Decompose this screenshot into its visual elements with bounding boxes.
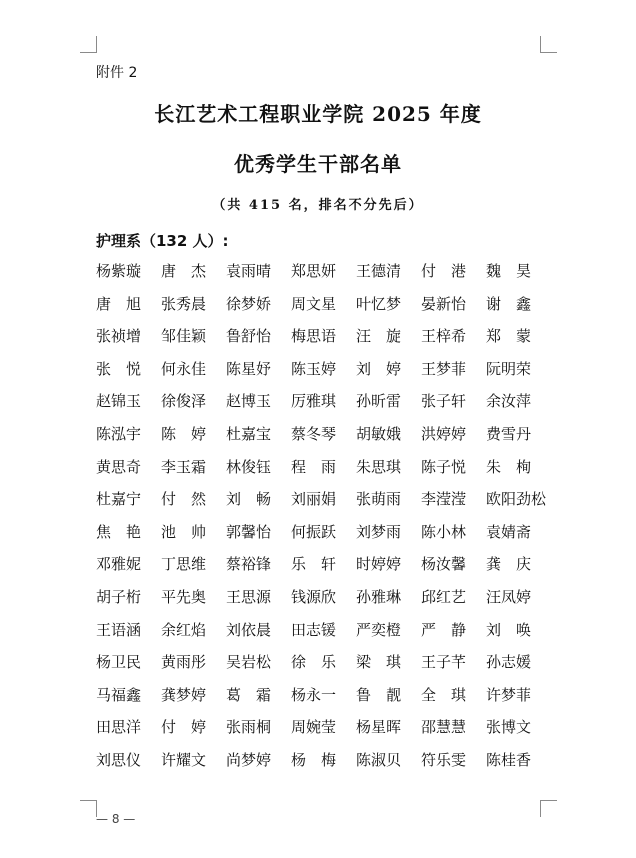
name-cell: 孙志媛 — [486, 653, 532, 672]
name-cell: 郑 蒙 — [486, 327, 532, 346]
name-cell: 张子轩 — [421, 392, 467, 411]
name-cell: 陈小林 — [421, 522, 467, 541]
name-cell: 朱思琪 — [356, 457, 402, 476]
name-cell: 徐 乐 — [291, 653, 337, 672]
name-cell: 汪凤婷 — [486, 587, 532, 606]
name-cell: 张萌雨 — [356, 490, 402, 509]
name-cell: 黄思奇 — [96, 457, 142, 476]
name-cell: 王子芊 — [421, 653, 467, 672]
name-cell: 徐梦娇 — [226, 294, 272, 313]
name-cell: 邓雅妮 — [96, 555, 142, 574]
name-cell: 徐俊泽 — [161, 392, 207, 411]
name-cell: 符乐雯 — [421, 750, 467, 769]
page-number: — 8 — — [96, 812, 136, 826]
name-cell: 陈 婷 — [161, 424, 207, 443]
name-cell: 王语涵 — [96, 620, 142, 639]
name-cell: 许梦菲 — [486, 685, 532, 704]
name-cell: 刘梦雨 — [356, 522, 402, 541]
name-cell: 胡子桁 — [96, 587, 142, 606]
name-cell: 王德清 — [356, 262, 402, 280]
name-cell: 龚梦婷 — [161, 685, 207, 704]
name-cell: 邵慧慧 — [421, 718, 467, 737]
name-cell: 刘依晨 — [226, 620, 272, 639]
name-cell: 周婉莹 — [291, 718, 337, 737]
name-cell: 刘 唤 — [486, 620, 532, 639]
crop-mark-bottom-right — [540, 800, 557, 817]
name-cell: 赵锦玉 — [96, 392, 142, 411]
name-cell: 梁 琪 — [356, 653, 402, 672]
name-cell: 陈桂香 — [486, 750, 532, 769]
name-cell: 池 帅 — [161, 522, 207, 541]
name-cell: 杨 梅 — [291, 750, 337, 769]
name-cell: 唐 杰 — [161, 262, 207, 280]
name-cell: 杨汝馨 — [421, 555, 467, 574]
name-cell: 周文星 — [291, 294, 337, 313]
name-cell: 谢 鑫 — [486, 294, 532, 313]
name-cell: 袁婧斋 — [486, 522, 532, 541]
name-cell: 张博文 — [486, 718, 532, 737]
name-cell: 陈泓宇 — [96, 424, 142, 443]
name-cell: 孙昕雷 — [356, 392, 402, 411]
name-cell: 蔡裕锋 — [226, 555, 272, 574]
name-cell: 邹佳颖 — [161, 327, 207, 346]
name-cell: 余汝萍 — [486, 392, 532, 411]
name-cell: 黄雨彤 — [161, 653, 207, 672]
name-cell: 杜嘉宝 — [226, 424, 272, 443]
name-cell: 陈子悦 — [421, 457, 467, 476]
name-cell: 阮明荣 — [486, 359, 532, 378]
name-cell: 杨卫民 — [96, 653, 142, 672]
name-cell: 焦 艳 — [96, 522, 142, 541]
name-cell: 付 然 — [161, 490, 207, 509]
name-cell: 杜嘉宁 — [96, 490, 142, 509]
name-cell: 田思洋 — [96, 718, 142, 737]
name-cell: 丁思维 — [161, 555, 207, 574]
name-cell: 刘 婷 — [356, 359, 402, 378]
name-cell: 王梓希 — [421, 327, 467, 346]
names-grid — [96, 258, 551, 780]
name-cell: 林俊钰 — [226, 457, 272, 476]
document-title-line1: 长江艺术工程职业学院 2025 年度 — [154, 102, 482, 126]
name-cell: 时婷婷 — [356, 555, 402, 574]
name-cell: 田志锾 — [291, 620, 337, 639]
name-cell: 严 静 — [421, 620, 467, 639]
name-cell: 张雨桐 — [226, 718, 272, 737]
name-cell: 鲁舒怡 — [226, 327, 272, 346]
name-cell: 刘思仪 — [96, 750, 142, 769]
name-cell: 严奕橙 — [356, 620, 402, 639]
name-cell: 洪婷婷 — [421, 424, 467, 443]
name-cell: 乐 轩 — [291, 555, 337, 574]
department-heading: 护理系（132 人）: — [96, 232, 229, 250]
name-cell: 李滢滢 — [421, 490, 467, 509]
name-cell: 全 琪 — [421, 685, 467, 704]
name-cell: 唐 旭 — [96, 294, 142, 313]
crop-mark-top-left — [80, 36, 97, 53]
name-cell: 朱 栒 — [486, 457, 532, 476]
name-cell: 平先奥 — [161, 587, 207, 606]
document-subtitle: （共 415 名，排名不分先后） — [212, 198, 424, 213]
name-cell: 胡敏娥 — [356, 424, 402, 443]
name-cell: 汪 旋 — [356, 327, 402, 346]
name-cell: 许耀文 — [161, 750, 207, 769]
name-cell: 尚梦婷 — [226, 750, 272, 769]
name-cell: 欧阳劲松 — [486, 490, 547, 509]
attachment-label: 附件 2 — [96, 65, 138, 81]
crop-mark-bottom-left — [80, 800, 97, 817]
name-cell: 魏 昊 — [486, 262, 532, 280]
name-cell: 郭馨怡 — [226, 522, 272, 541]
name-cell: 袁雨晴 — [226, 262, 272, 280]
name-cell: 王梦菲 — [421, 359, 467, 378]
name-cell: 郑思妍 — [291, 262, 337, 280]
document-title-line2: 优秀学生干部名单 — [234, 152, 402, 176]
name-cell: 张 悦 — [96, 359, 142, 378]
name-cell: 刘 畅 — [226, 490, 272, 509]
name-cell: 孙雅琳 — [356, 587, 402, 606]
name-cell: 邱红艺 — [421, 587, 467, 606]
name-cell: 钱源欣 — [291, 587, 337, 606]
name-cell: 蔡冬琴 — [291, 424, 337, 443]
name-cell: 陈星妤 — [226, 359, 272, 378]
name-cell: 李玉霜 — [161, 457, 207, 476]
name-cell: 程 雨 — [291, 457, 337, 476]
name-cell: 马福鑫 — [96, 685, 142, 704]
name-cell: 葛 霜 — [226, 685, 272, 704]
name-cell: 余红焰 — [161, 620, 207, 639]
name-cell: 付 婷 — [161, 718, 207, 737]
name-cell: 付 港 — [421, 262, 467, 280]
name-cell: 何振跃 — [291, 522, 337, 541]
name-cell: 刘丽娟 — [291, 490, 337, 509]
name-cell: 陈玉婷 — [291, 359, 337, 378]
crop-mark-top-right — [540, 36, 557, 53]
name-cell: 厉雅琪 — [291, 392, 337, 411]
name-cell: 陈淑贝 — [356, 750, 402, 769]
name-cell: 张祯增 — [96, 327, 142, 346]
name-cell: 杨紫璇 — [96, 262, 142, 280]
name-cell: 赵博玉 — [226, 392, 272, 411]
name-cell: 叶忆梦 — [356, 294, 402, 313]
name-cell: 吴岩松 — [226, 653, 272, 672]
name-cell: 王思源 — [226, 587, 272, 606]
name-cell: 何永佳 — [161, 359, 207, 378]
name-cell: 梅思语 — [291, 327, 337, 346]
name-cell: 杨星晖 — [356, 718, 402, 737]
name-cell: 晏新怡 — [421, 294, 467, 313]
name-cell: 杨永一 — [291, 685, 337, 704]
name-cell: 费雪丹 — [486, 424, 532, 443]
name-cell: 张秀晨 — [161, 294, 207, 313]
name-cell: 鲁 靓 — [356, 685, 402, 704]
name-cell: 龚 庆 — [486, 555, 532, 574]
